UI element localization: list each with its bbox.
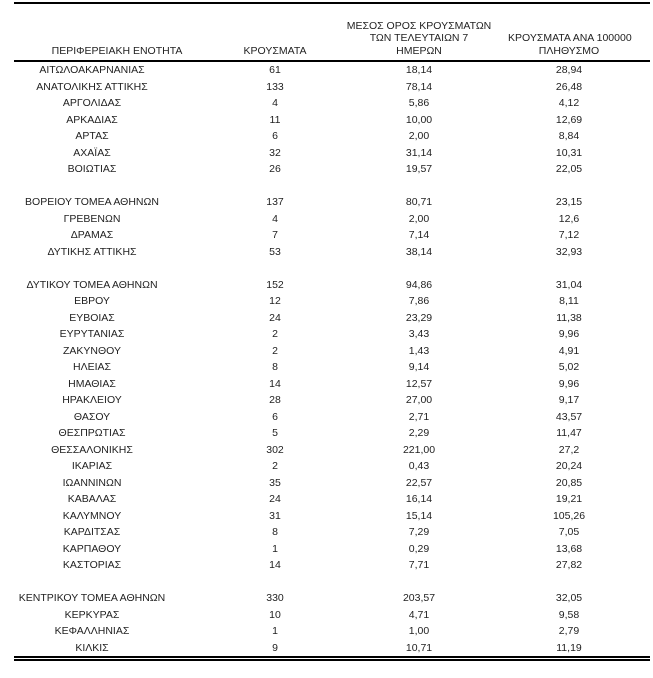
cell-avg-7day-cases: 38,14 (405, 245, 433, 258)
cell-cases-per-100000: 7,05 (558, 526, 580, 538)
column-header-line: ΚΡΟΥΣΜΑΤΑ (243, 44, 307, 57)
cell-cases-per-100000: 27,82 (555, 559, 583, 571)
cell-cases: 31 (269, 509, 281, 522)
cell-cases: 2 (272, 328, 278, 340)
cell-avg-7day-cases: 2,29 (408, 427, 430, 439)
cell-cases-per-100000: 32,05 (555, 592, 583, 604)
table-row (14, 244, 650, 261)
cell-cases: 24 (269, 311, 281, 324)
column-header-cases (220, 3, 330, 61)
cell-cases-per-100000: 22,05 (555, 163, 583, 175)
cell-avg-7day-cases: 3,43 (408, 328, 430, 340)
header-row (14, 3, 650, 61)
table-row (14, 623, 650, 640)
cell-avg-7day-cases: 18,14 (405, 64, 433, 76)
cell-avg-7day-cases: 9,14 (408, 361, 430, 373)
cell-cases: 35 (269, 476, 281, 489)
table-row (14, 607, 650, 624)
group-spacer-row (14, 260, 650, 277)
cell-cases-per-100000: 19,21 (555, 493, 583, 505)
cell-cases: 1 (272, 625, 278, 637)
cell-cases: 28 (269, 394, 281, 406)
table-row (14, 277, 650, 294)
cell-avg-7day-cases: 2,00 (408, 130, 430, 142)
cell-cases-per-100000: 9,96 (558, 328, 580, 340)
group-spacer-row (14, 574, 650, 591)
cell-region-name: ΑΙΤΩΛΟΑΚΑΡΝΑΝΙΑΣ (39, 64, 145, 76)
table-row (14, 227, 650, 244)
column-header-line: ΠΛΗΘΥΣΜΟ (538, 44, 600, 57)
table-row (14, 376, 650, 393)
cell-avg-7day-cases: 94,86 (405, 278, 433, 291)
table-row (14, 293, 650, 310)
cell-avg-7day-cases: 2,00 (408, 212, 430, 225)
cell-avg-7day-cases: 31,14 (405, 146, 433, 159)
cell-cases: 8 (272, 526, 278, 538)
cell-cases-per-100000: 9,17 (558, 394, 580, 406)
cell-cases-per-100000: 11,19 (508, 640, 650, 659)
cell-region-name: ΗΛΕΙΑΣ (72, 361, 111, 373)
cell-region-name: ΚΑΡΠΑΘΟΥ (62, 542, 122, 555)
table-row (14, 508, 650, 525)
cell-avg-7day-cases: 12,57 (405, 377, 433, 390)
cell-avg-7day-cases: 7,86 (408, 295, 430, 307)
cell-cases: 330 (266, 592, 284, 604)
table-row (14, 442, 650, 459)
cell-cases-per-100000: 28,94 (555, 64, 583, 76)
cell-region-name: ΘΕΣΠΡΩΤΙΑΣ (58, 427, 126, 439)
cell-cases: 9 (220, 640, 330, 659)
cell-region-name: ΑΝΑΤΟΛΙΚΗΣ ΑΤΤΙΚΗΣ (36, 80, 148, 93)
table-row (14, 359, 650, 376)
cell-cases: 32 (269, 146, 281, 159)
column-header-line: ΗΜΕΡΩΝ (396, 44, 442, 57)
cell-cases-per-100000: 20,24 (555, 460, 583, 472)
cell-region-name: ΑΧΑΪΑΣ (73, 146, 111, 159)
cell-cases-per-100000: 11,47 (556, 427, 582, 439)
cell-avg-7day-cases: 16,14 (405, 493, 433, 505)
cell-cases: 133 (266, 80, 284, 93)
column-header-avg-7day-cases (330, 3, 508, 61)
table-row (14, 194, 650, 211)
cell-cases-per-100000: 5,02 (558, 361, 580, 373)
cell-cases: 12 (269, 295, 281, 307)
cell-cases-per-100000: 8,11 (559, 295, 579, 307)
cell-avg-7day-cases: 27,00 (405, 394, 433, 406)
cell-cases-per-100000: 43,57 (555, 410, 583, 423)
table-row (14, 211, 650, 228)
cell-avg-7day-cases: 80,71 (405, 196, 433, 208)
cell-cases-per-100000: 4,91 (558, 344, 580, 357)
cell-cases: 152 (266, 278, 284, 291)
cell-cases-per-100000: 27,2 (558, 443, 580, 456)
cell-cases-per-100000: 12,69 (555, 113, 583, 126)
cell-region-name: ΚΑΣΤΟΡΙΑΣ (62, 559, 122, 571)
table-row (14, 640, 650, 659)
cell-region-name: ΔΥΤΙΚΟΥ ΤΟΜΕΑ ΑΘΗΝΩΝ (26, 278, 158, 291)
cell-avg-7day-cases: 22,57 (405, 476, 433, 489)
cell-region-name: ΚΕΡΚΥΡΑΣ (64, 608, 120, 621)
column-header-line: ΠΕΡΙΦΕΡΕΙΑΚΗ ΕΝΟΤΗΤΑ (51, 44, 183, 57)
cell-cases-per-100000: 13,68 (555, 542, 583, 555)
cell-region-name: ΕΒΡΟΥ (74, 295, 110, 307)
cell-avg-7day-cases: 15,14 (405, 509, 433, 522)
table-row (14, 326, 650, 343)
table-row (14, 557, 650, 574)
cell-cases: 11 (269, 113, 281, 126)
cell-region-name: ΙΩΑΝΝΙΝΩΝ (62, 476, 122, 489)
column-header-line: ΜΕΣΟΣ ΟΡΟΣ ΚΡΟΥΣΜΑΤΩΝ (346, 19, 492, 32)
regional-cases-table-container (14, 2, 650, 661)
cell-region-name: ΑΡΤΑΣ (75, 130, 109, 142)
column-header-region-name (14, 3, 220, 61)
cell-cases-per-100000: 32,93 (555, 245, 583, 258)
cell-cases: 8 (272, 361, 278, 373)
table-row (14, 425, 650, 442)
cell-cases-per-100000: 105,26 (552, 509, 586, 522)
column-header-line: ΚΡΟΥΣΜΑΤΑ ΑΝΑ 100000 (508, 32, 632, 44)
table-row (14, 409, 650, 426)
cell-region-name: ΗΜΑΘΙΑΣ (68, 377, 116, 390)
cell-region-name: ΗΡΑΚΛΕΙΟΥ (62, 394, 122, 406)
cell-avg-7day-cases: 0,43 (408, 460, 430, 472)
group-spacer-row (14, 178, 650, 195)
cell-avg-7day-cases: 7,14 (408, 229, 430, 241)
cell-avg-7day-cases: 1,00 (408, 625, 430, 637)
cell-region-name: ΚΑΡΔΙΤΣΑΣ (63, 526, 121, 538)
cell-region-name: ΚΕΦΑΛΛΗΝΙΑΣ (54, 625, 130, 637)
table-row (14, 458, 650, 475)
table-body (14, 61, 650, 659)
cell-avg-7day-cases: 221,00 (402, 443, 436, 456)
cell-cases: 61 (269, 64, 281, 76)
cell-cases-per-100000: 10,31 (555, 146, 583, 159)
cell-region-name: ΘΕΣΣΑΛΟΝΙΚΗΣ (51, 443, 133, 456)
cell-cases: 6 (272, 410, 278, 423)
cell-cases: 7 (272, 229, 278, 241)
cell-cases: 53 (269, 245, 281, 258)
cell-cases-per-100000: 9,58 (558, 608, 580, 621)
column-header-line: ΤΩΝ ΤΕΛΕΥΤΑΙΩΝ 7 (369, 32, 469, 44)
table-row (14, 491, 650, 508)
cell-cases-per-100000: 31,04 (555, 278, 583, 291)
regional-cases-table (14, 2, 650, 661)
table-row (14, 475, 650, 492)
cell-cases-per-100000: 9,96 (558, 377, 580, 390)
cell-region-name: ΙΚΑΡΙΑΣ (71, 460, 113, 472)
cell-avg-7day-cases: 0,29 (408, 542, 430, 555)
cell-cases-per-100000: 4,12 (558, 97, 580, 109)
table-row (14, 95, 650, 112)
cell-region-name: ΑΡΚΑΔΙΑΣ (66, 113, 118, 126)
table-row (14, 161, 650, 178)
cell-cases: 10 (269, 608, 281, 621)
cell-avg-7day-cases: 23,29 (405, 311, 433, 324)
cell-region-name: ΒΟΡΕΙΟΥ ΤΟΜΕΑ ΑΘΗΝΩΝ (25, 196, 159, 208)
table-row (14, 343, 650, 360)
cell-region-name: ΚΙΛΚΙΣ (14, 640, 220, 659)
table-row (14, 392, 650, 409)
table-row (14, 61, 650, 79)
cell-cases: 5 (272, 427, 278, 439)
cell-region-name: ΘΑΣΟΥ (73, 410, 111, 423)
cell-cases-per-100000: 2,79 (558, 625, 580, 637)
cell-region-name: ΔΥΤΙΚΗΣ ΑΤΤΙΚΗΣ (47, 245, 137, 258)
cell-cases: 302 (266, 443, 284, 456)
cell-region-name: ΕΥΒΟΙΑΣ (69, 311, 115, 324)
cell-avg-7day-cases: 10,00 (405, 113, 433, 126)
cell-cases: 2 (272, 344, 278, 357)
cell-cases: 1 (272, 542, 278, 555)
cell-avg-7day-cases: 203,57 (402, 592, 436, 604)
column-header-cases-per-100000 (508, 3, 650, 61)
cell-region-name: ΒΟΙΩΤΙΑΣ (67, 163, 117, 175)
cell-cases: 26 (269, 163, 281, 175)
cell-avg-7day-cases: 19,57 (405, 163, 433, 175)
cell-cases: 4 (272, 212, 278, 225)
cell-cases: 14 (269, 559, 281, 571)
cell-cases: 137 (266, 196, 284, 208)
cell-cases: 6 (272, 130, 278, 142)
table-row (14, 310, 650, 327)
cell-region-name: ΔΡΑΜΑΣ (70, 229, 114, 241)
table-row (14, 541, 650, 558)
cell-avg-7day-cases: 1,43 (408, 344, 430, 357)
cell-region-name: ΓΡΕΒΕΝΩΝ (63, 212, 121, 225)
cell-region-name: ΖΑΚΥΝΘΟΥ (62, 344, 121, 357)
cell-cases-per-100000: 11,38 (556, 311, 582, 324)
table-header (14, 3, 650, 61)
table-row (14, 145, 650, 162)
cell-cases-per-100000: 7,12 (558, 229, 580, 241)
cell-avg-7day-cases: 4,71 (408, 608, 430, 621)
cell-region-name: ΑΡΓΟΛΙΔΑΣ (62, 97, 122, 109)
cell-cases-per-100000: 20,85 (555, 476, 583, 489)
table-row (14, 112, 650, 129)
cell-cases-per-100000: 23,15 (555, 196, 583, 208)
cell-avg-7day-cases: 5,86 (408, 97, 430, 109)
table-row (14, 79, 650, 96)
table-row (14, 590, 650, 607)
cell-cases-per-100000: 8,84 (558, 130, 580, 142)
cell-cases-per-100000: 26,48 (555, 80, 583, 93)
cell-cases: 4 (272, 97, 278, 109)
cell-avg-7day-cases: 2,71 (408, 410, 430, 423)
cell-region-name: ΕΥΡΥΤΑΝΙΑΣ (59, 328, 125, 340)
table-row (14, 524, 650, 541)
cell-avg-7day-cases: 10,71 (330, 640, 508, 659)
cell-region-name: ΚΕΝΤΡΙΚΟΥ ΤΟΜΕΑ ΑΘΗΝΩΝ (18, 592, 166, 604)
cell-avg-7day-cases: 78,14 (405, 80, 433, 93)
cell-avg-7day-cases: 7,71 (408, 559, 430, 571)
cell-cases: 2 (272, 460, 278, 472)
cell-region-name: ΚΑΒΑΛΑΣ (67, 493, 117, 505)
cell-cases: 14 (269, 377, 281, 390)
cell-region-name: ΚΑΛΥΜΝΟΥ (62, 509, 122, 522)
table-row (14, 128, 650, 145)
cell-avg-7day-cases: 7,29 (408, 526, 430, 538)
cell-cases: 24 (269, 493, 281, 505)
cell-cases-per-100000: 12,6 (558, 212, 580, 225)
